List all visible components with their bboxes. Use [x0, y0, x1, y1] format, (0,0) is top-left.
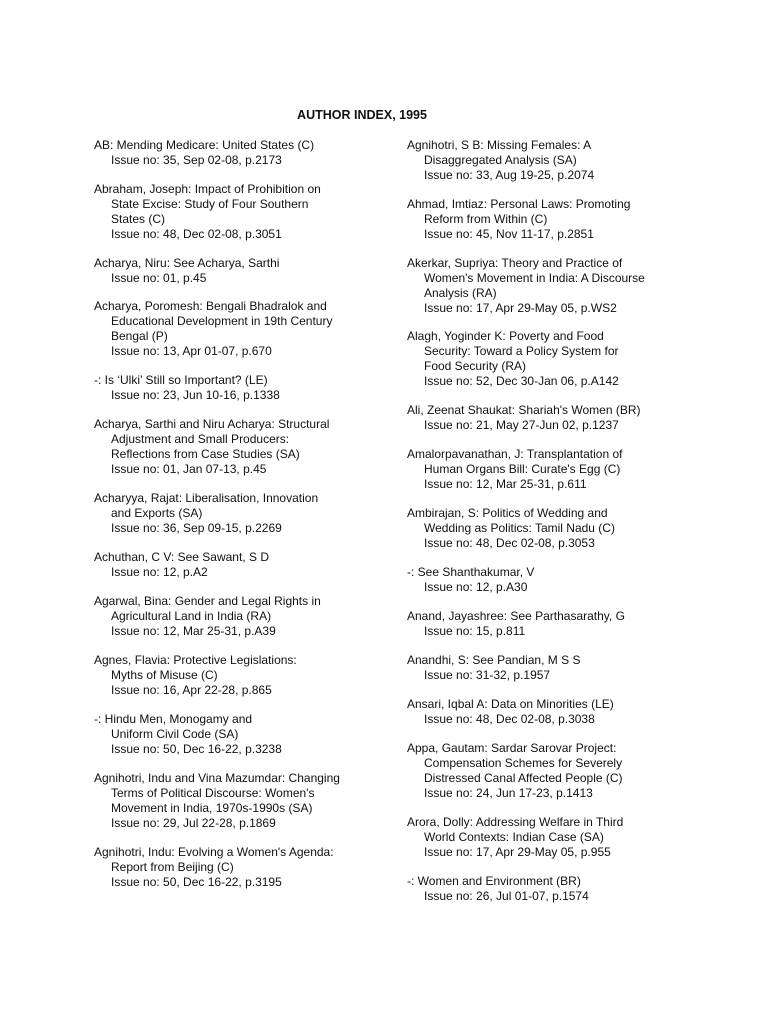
- entry-text: Educational Development in 19th Century: [111, 314, 333, 328]
- issue-reference: Issue no: 12, p.A30: [424, 580, 528, 594]
- issue-reference: Issue no: 45, Nov 11-17, p.2851: [424, 227, 594, 241]
- issue-reference: Issue no: 52, Dec 30-Jan 06, p.A142: [424, 374, 619, 388]
- issue-reference: Issue no: 48, Dec 02-08, p.3038: [424, 712, 595, 726]
- entry-text: Myths of Misuse (C): [111, 668, 218, 682]
- index-entry: [94, 845, 386, 890]
- issue-reference: Issue no: 48, Dec 02-08, p.3053: [424, 536, 595, 550]
- issue-reference: Issue no: 12, p.A2: [111, 565, 208, 579]
- entry-text: Appa, Gautam: Sardar Sarovar Project:: [407, 741, 617, 755]
- issue-reference: Issue no: 23, Jun 10-16, p.1338: [111, 388, 280, 402]
- issue-reference: Issue no: 17, Apr 29-May 05, p.WS2: [424, 301, 617, 315]
- entry-text: Report from Beijing (C): [111, 860, 234, 874]
- entry-text: Ahmad, Imtiaz: Personal Laws: Promoting: [407, 197, 631, 211]
- index-entry: [407, 256, 707, 316]
- index-entry: [407, 741, 707, 801]
- entry-text: Achuthan, C V: See Sawant, S D: [94, 550, 269, 564]
- issue-reference: Issue no: 24, Jun 17-23, p.1413: [424, 786, 593, 800]
- entry-text: Agnes, Flavia: Protective Legislations:: [94, 653, 297, 667]
- index-entry: [94, 771, 386, 831]
- entry-text: Acharya, Niru: See Acharya, Sarthi: [94, 256, 280, 270]
- issue-reference: Issue no: 36, Sep 09-15, p.2269: [111, 521, 282, 535]
- index-entry: [407, 403, 707, 433]
- issue-reference: Issue no: 29, Jul 22-28, p.1869: [111, 816, 276, 830]
- entry-text: Anand, Jayashree: See Parthasarathy, G: [407, 609, 625, 623]
- issue-reference: Issue no: 01, p.45: [111, 271, 207, 285]
- entry-text: State Excise: Study of Four Southern: [111, 197, 309, 211]
- index-entry: [94, 256, 386, 286]
- index-entry: [94, 653, 386, 698]
- entry-text: Reflections from Case Studies (SA): [111, 447, 300, 461]
- index-entry: [407, 874, 707, 904]
- issue-reference: Issue no: 13, Apr 01-07, p.670: [111, 344, 272, 358]
- entry-text: Acharyya, Rajat: Liberalisation, Innovation: [94, 491, 319, 505]
- entry-text: Security: Toward a Policy System for: [424, 344, 619, 358]
- index-entry: [407, 609, 707, 639]
- entry-text: AB: Mending Medicare: United States (C): [94, 138, 315, 152]
- issue-reference: Issue no: 35, Sep 02-08, p.2173: [111, 153, 282, 167]
- index-entry: [407, 565, 707, 595]
- index-entry: [94, 712, 386, 757]
- issue-reference: Issue no: 33, Aug 19-25, p.2074: [424, 168, 595, 182]
- entry-text: Movement in India, 1970s-1990s (SA): [111, 801, 313, 815]
- entry-text: Agnihotri, Indu and Vina Mazumdar: Changing: [94, 771, 340, 785]
- issue-reference: Issue no: 21, May 27-Jun 02, p.1237: [424, 418, 619, 432]
- issue-reference: Issue no: 12, Mar 25-31, p.611: [424, 477, 587, 491]
- index-entry: [94, 182, 386, 242]
- index-entry: [94, 138, 386, 168]
- entry-text: Compensation Schemes for Severely: [424, 756, 623, 770]
- entry-text: Human Organs Bill: Curate's Egg (C): [424, 462, 621, 476]
- index-entry: [407, 138, 707, 183]
- entry-text: Agnihotri, S B: Missing Females: A: [407, 138, 592, 152]
- entry-text: Disaggregated Analysis (SA): [424, 153, 577, 167]
- entry-text: Arora, Dolly: Addressing Welfare in Third: [407, 815, 624, 829]
- issue-reference: Issue no: 12, Mar 25-31, p.A39: [111, 624, 276, 638]
- entry-text: Adjustment and Small Producers:: [111, 432, 290, 446]
- issue-reference: Issue no: 31-32, p.1957: [424, 668, 551, 682]
- entry-text: Food Security (RA): [424, 359, 527, 373]
- issue-reference: Issue no: 50, Dec 16-22, p.3195: [111, 875, 282, 889]
- issue-reference: Issue no: 48, Dec 02-08, p.3051: [111, 227, 282, 241]
- entry-text: -: See Shanthakumar, V: [407, 565, 535, 579]
- entry-text: Women's Movement in India: A Discourse: [424, 271, 645, 285]
- entry-text: Abraham, Joseph: Impact of Prohibition on: [94, 182, 321, 196]
- entry-text: Amalorpavanathan, J: Transplantation of: [407, 447, 623, 461]
- entry-text: Uniform Civil Code (SA): [111, 727, 239, 741]
- index-entry: [94, 550, 386, 580]
- entry-text: Akerkar, Supriya: Theory and Practice of: [407, 256, 623, 270]
- entry-text: Ansari, Iqbal A: Data on Minorities (LE): [407, 697, 614, 711]
- entry-text: Agarwal, Bina: Gender and Legal Rights in: [94, 594, 321, 608]
- entry-text: Analysis (RA): [424, 286, 497, 300]
- index-entry: [94, 417, 386, 477]
- entry-text: Terms of Political Discourse: Women's: [111, 786, 315, 800]
- entry-text: Alagh, Yoginder K: Poverty and Food: [407, 329, 604, 343]
- entry-text: -: Hindu Men, Monogamy and: [94, 712, 253, 726]
- entry-text: -: Women and Environment (BR): [407, 874, 581, 888]
- index-entry: [407, 506, 707, 551]
- entry-text: Agnihotri, Indu: Evolving a Women's Agenda:: [94, 845, 334, 859]
- issue-reference: Issue no: 15, p.811: [424, 624, 526, 638]
- issue-reference: Issue no: 16, Apr 22-28, p.865: [111, 683, 272, 697]
- issue-reference: Issue no: 17, Apr 29-May 05, p.955: [424, 845, 611, 859]
- index-entry: [407, 653, 707, 683]
- entry-text: Acharya, Sarthi and Niru Acharya: Structural: [94, 417, 330, 431]
- entry-text: World Contexts: Indian Case (SA): [424, 830, 604, 844]
- entry-text: and Exports (SA): [111, 506, 203, 520]
- left-column: [94, 138, 386, 890]
- entry-text: Reform from Within (C): [424, 212, 548, 226]
- page-title: AUTHOR INDEX, 1995: [297, 108, 427, 122]
- issue-reference: Issue no: 50, Dec 16-22, p.3238: [111, 742, 282, 756]
- entry-text: Ambirajan, S: Politics of Wedding and: [407, 506, 608, 520]
- index-entry: [94, 299, 386, 359]
- entry-text: Anandhi, S: See Pandian, M S S: [407, 653, 581, 667]
- issue-reference: Issue no: 26, Jul 01-07, p.1574: [424, 889, 589, 903]
- index-entry: [94, 594, 386, 639]
- entry-text: -: Is ‘Ulki’ Still so Important? (LE): [94, 373, 268, 387]
- index-entry: [94, 491, 386, 536]
- issue-reference: Issue no: 01, Jan 07-13, p.45: [111, 462, 267, 476]
- entry-text: Agricultural Land in India (RA): [111, 609, 272, 623]
- entry-text: Bengal (P): [111, 329, 168, 343]
- entry-text: Ali, Zeenat Shaukat: Shariah's Women (BR): [407, 403, 641, 417]
- index-entry: [94, 373, 386, 403]
- entry-text: Distressed Canal Affected People (C): [424, 771, 623, 785]
- right-column: [407, 138, 707, 904]
- index-entry: [407, 697, 707, 727]
- index-entry: [407, 197, 707, 242]
- index-entry: [407, 815, 707, 860]
- entry-text: Wedding as Politics: Tamil Nadu (C): [424, 521, 615, 535]
- entry-text: States (C): [111, 212, 166, 226]
- index-entry: [407, 447, 707, 492]
- entry-text: Acharya, Poromesh: Bengali Bhadralok and: [94, 299, 327, 313]
- index-entry: [407, 329, 707, 389]
